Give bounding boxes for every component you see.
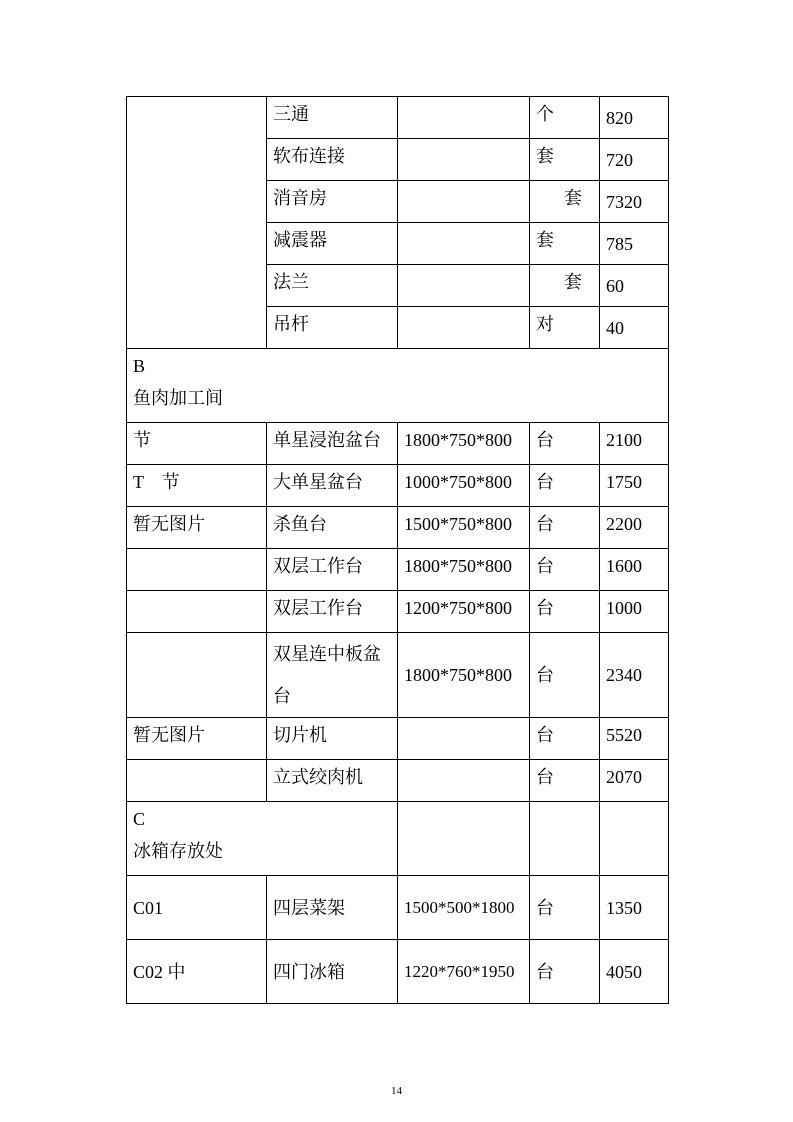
blank-cell [127, 139, 267, 181]
item-name: 杀鱼台 [267, 507, 398, 549]
item-code [127, 591, 267, 633]
item-unit: 台 [530, 633, 600, 718]
item-unit: 套 [530, 139, 600, 181]
item-unit: 套 [530, 265, 600, 307]
item-price: 2340 [600, 633, 669, 718]
section-title: 鱼肉加工间 [133, 388, 223, 408]
item-spec [398, 223, 530, 265]
item-unit: 对 [530, 307, 600, 349]
item-unit: 套 [530, 223, 600, 265]
item-spec [398, 139, 530, 181]
table-row [127, 223, 669, 265]
item-name: 单星浸泡盆台 [267, 423, 398, 465]
section-code: C [133, 809, 146, 829]
item-price: 4050 [600, 940, 669, 1004]
item-spec [398, 181, 530, 223]
item-code: C01 [127, 876, 267, 940]
blank-cell [398, 802, 530, 876]
table-row [127, 265, 669, 307]
section-header-row [127, 802, 669, 876]
item-price: 720 [600, 139, 669, 181]
item-spec: 1200*750*800 [398, 591, 530, 633]
blank-cell [127, 265, 267, 307]
item-price: 1000 [600, 591, 669, 633]
item-name: 软布连接 [267, 139, 398, 181]
item-code: 节 [127, 423, 267, 465]
item-price: 2200 [600, 507, 669, 549]
item-name: 消音房 [267, 181, 398, 223]
item-price: 2100 [600, 423, 669, 465]
section-c-header [127, 802, 398, 876]
table-row [127, 633, 669, 718]
item-spec: 1000*750*800 [398, 465, 530, 507]
item-spec [398, 760, 530, 802]
item-unit: 台 [530, 876, 600, 940]
table-row [127, 591, 669, 633]
item-price: 40 [600, 307, 669, 349]
blank-cell [600, 802, 669, 876]
item-price: 60 [600, 265, 669, 307]
item-unit: 台 [530, 465, 600, 507]
item-spec: 1800*750*800 [398, 633, 530, 718]
item-unit: 台 [530, 423, 600, 465]
item-name: 四门冰箱 [267, 940, 398, 1004]
table-row [127, 760, 669, 802]
item-price: 2070 [600, 760, 669, 802]
item-spec: 1500*750*800 [398, 507, 530, 549]
item-name: 立式绞肉机 [267, 760, 398, 802]
blank-cell [530, 802, 600, 876]
item-spec: 1800*750*800 [398, 549, 530, 591]
item-code [127, 633, 267, 718]
table-row [127, 549, 669, 591]
item-name: 减震器 [267, 223, 398, 265]
item-spec [398, 97, 530, 139]
table-row [127, 423, 669, 465]
table-row [127, 97, 669, 139]
item-name: 吊杆 [267, 307, 398, 349]
item-unit: 台 [530, 940, 600, 1004]
item-spec [398, 265, 530, 307]
page-number: 14 [391, 1085, 402, 1097]
item-unit: 个 [530, 97, 600, 139]
blank-cell [127, 307, 267, 349]
item-code [127, 760, 267, 802]
table-row [127, 718, 669, 760]
table-row [127, 139, 669, 181]
item-code [127, 549, 267, 591]
item-price: 5520 [600, 718, 669, 760]
table-row [127, 307, 669, 349]
item-code: 暂无图片 [127, 507, 267, 549]
item-price: 1750 [600, 465, 669, 507]
section-header-row [127, 349, 669, 423]
item-name: 法兰 [267, 265, 398, 307]
item-code: C02 中 [127, 940, 267, 1004]
item-code: 暂无图片 [127, 718, 267, 760]
item-price: 7320 [600, 181, 669, 223]
item-spec: 1500*500*1800 [398, 876, 530, 940]
item-name: 双层工作台 [267, 549, 398, 591]
table-row [127, 465, 669, 507]
item-name: 双层工作台 [267, 591, 398, 633]
blank-cell [127, 223, 267, 265]
equipment-table [126, 96, 669, 1004]
item-price: 785 [600, 223, 669, 265]
item-spec [398, 307, 530, 349]
item-unit: 台 [530, 549, 600, 591]
blank-cell [127, 181, 267, 223]
table-row [127, 876, 669, 940]
item-name: 四层菜架 [267, 876, 398, 940]
table-row [127, 507, 669, 549]
blank-cell [127, 97, 267, 139]
item-spec: 1220*760*1950 [398, 940, 530, 1004]
table-row [127, 940, 669, 1004]
item-code: T 节 [127, 465, 267, 507]
item-unit: 台 [530, 591, 600, 633]
item-name: 大单星盆台 [267, 465, 398, 507]
item-name: 双星连中板盆台 [267, 633, 398, 718]
item-name: 切片机 [267, 718, 398, 760]
table-row [127, 181, 669, 223]
section-code: B [133, 356, 146, 376]
item-unit: 台 [530, 718, 600, 760]
item-price: 1600 [600, 549, 669, 591]
item-name: 三通 [267, 97, 398, 139]
item-spec: 1800*750*800 [398, 423, 530, 465]
item-price: 1350 [600, 876, 669, 940]
item-unit: 套 [530, 181, 600, 223]
section-title: 冰箱存放处 [133, 841, 223, 861]
item-unit: 台 [530, 760, 600, 802]
section-b-header [127, 349, 669, 423]
item-price: 820 [600, 97, 669, 139]
item-spec [398, 718, 530, 760]
item-unit: 台 [530, 507, 600, 549]
